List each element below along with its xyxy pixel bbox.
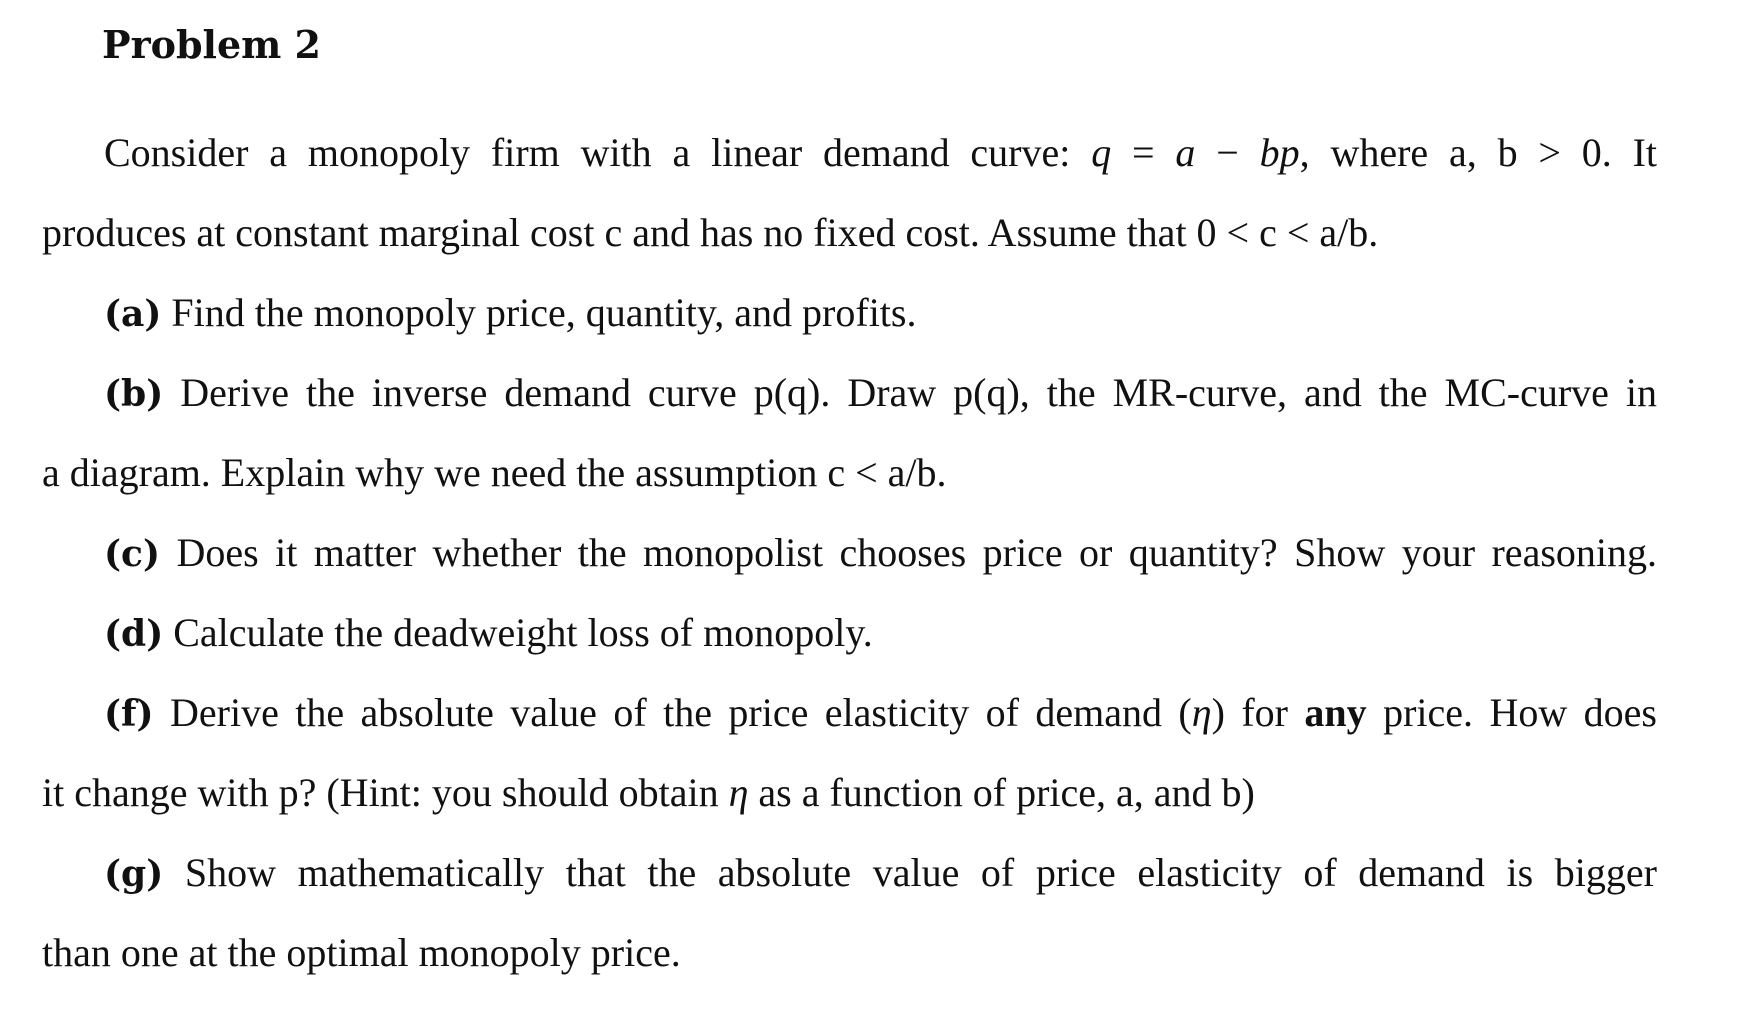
part-a (104, 284, 916, 343)
part-c-label: (c) (104, 533, 160, 575)
intro-line-1 (104, 124, 1657, 182)
intro-text-trail: , where a, b > 0. It (1299, 130, 1658, 175)
part-c (104, 524, 1657, 583)
part-b-label: (b) (104, 373, 164, 415)
part-d-label: (d) (104, 613, 164, 655)
eta-symbol: η (1191, 690, 1212, 735)
part-d-text: Calculate the deadweight loss of monopoly. (163, 610, 873, 655)
any-emphasis: any (1304, 690, 1367, 735)
part-g-line-2: than one at the optimal monopoly price. (42, 930, 681, 975)
eta-symbol-2: η (728, 770, 749, 815)
part-f-text2-pre: it change with p? (Hint: you should obtain (42, 770, 729, 815)
part-f-label: (f) (104, 693, 154, 735)
part-f-line-2 (42, 764, 1255, 822)
part-c-text: Does it matter whether the monopolist chooses price or quantity? Show your reasoning. (160, 530, 1657, 575)
part-f-text2-post: as a function of price, a, and b) (748, 770, 1255, 815)
part-f-line-1 (104, 684, 1657, 743)
problem-heading: Problem 2 (102, 22, 322, 67)
demand-eq-a: a (1175, 130, 1196, 175)
part-g-line-1 (104, 844, 1657, 903)
part-f-text-post: price. How does (1366, 690, 1657, 735)
demand-eq-bp: bp (1259, 130, 1300, 175)
demand-eq-minus: − (1216, 130, 1239, 175)
part-f-text-pre: Derive the absolute value of the price elasticity of demand ( (153, 690, 1192, 735)
part-b-text-1: Derive the inverse demand curve p(q). Draw p(q), the MR-curve, and the MC-curve in (163, 370, 1657, 415)
part-a-text: Find the monopoly price, quantity, and profits. (161, 290, 917, 335)
intro-line-2: produces at constant marginal cost c and has no fixed cost. Assume that 0 < c < a/b. (42, 210, 1379, 255)
part-a-label: (a) (104, 293, 162, 335)
part-d (104, 604, 873, 663)
intro-text-lead: Consider a monopoly firm with a linear demand curve: (104, 130, 1071, 175)
demand-eq-q: q (1091, 130, 1112, 175)
demand-eq-equals: = (1132, 130, 1155, 175)
part-b-line-1 (104, 364, 1657, 423)
part-b-line-2: a diagram. Explain why we need the assumption c < a/b. (42, 450, 947, 495)
part-f-text-mid: ) for (1211, 690, 1305, 735)
part-g-label: (g) (104, 853, 164, 895)
part-g-text-1: Show mathematically that the absolute value of price elasticity of demand is bigger (163, 850, 1657, 895)
